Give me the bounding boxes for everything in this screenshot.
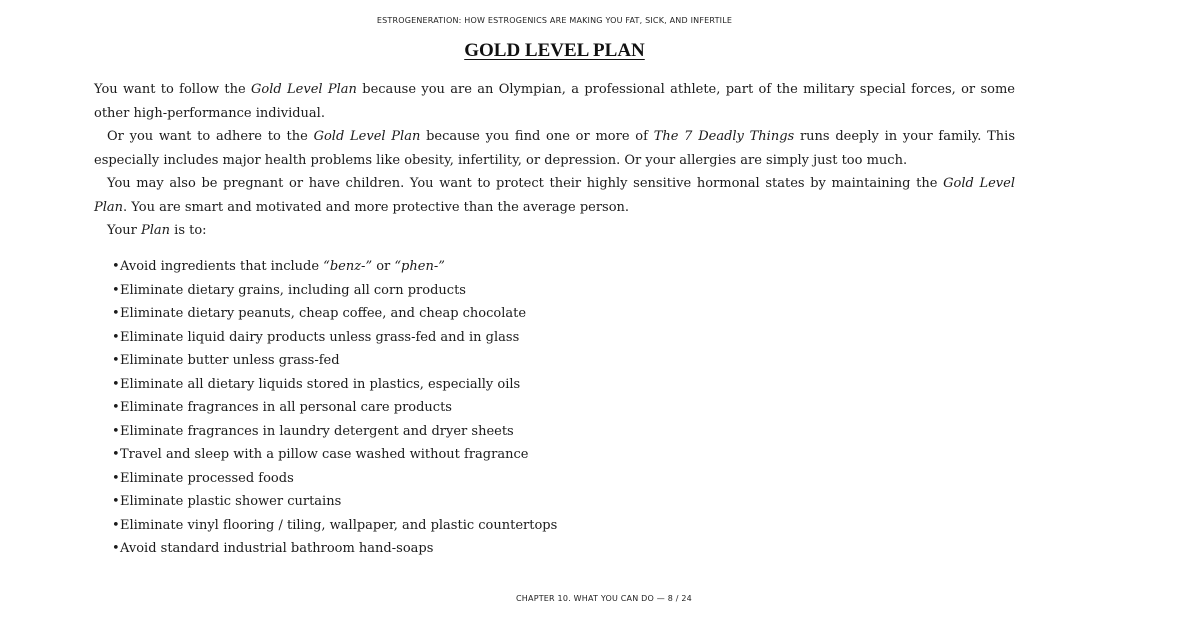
paragraph-2 bbox=[94, 125, 1015, 172]
list-item bbox=[112, 514, 1015, 538]
list-item bbox=[112, 396, 1015, 420]
paragraph-4-emphasis: Plan bbox=[141, 223, 171, 238]
paragraph-1-text-a: You want to follow the bbox=[94, 82, 252, 97]
list-item bbox=[112, 490, 1015, 514]
list-item bbox=[112, 420, 1015, 444]
list-item-text-c: or bbox=[372, 259, 395, 274]
list-item-text: Eliminate fragrances in laundry detergent and dryer sheets bbox=[120, 423, 514, 439]
bullet-icon: • bbox=[112, 447, 120, 462]
list-item-text: Eliminate fragrances in all personal care products bbox=[120, 400, 452, 415]
page-title: GOLD LEVEL PLAN bbox=[464, 40, 645, 61]
bullet-icon: • bbox=[112, 259, 120, 274]
paragraph-3-text-a: You may also be pregnant or have children. You want to protect their highly sensitive hormonal states by maintaining the bbox=[107, 176, 944, 191]
list-item bbox=[112, 279, 1015, 303]
list-item bbox=[112, 443, 1015, 467]
list-item-text: Eliminate dietary peanuts, cheap coffee, and cheap chocolate bbox=[120, 306, 527, 321]
paragraph-3 bbox=[94, 172, 1015, 219]
paragraph-2-emphasis-plan: Gold Level Plan bbox=[313, 129, 421, 144]
bullet-icon: • bbox=[112, 541, 120, 556]
paragraph-4-text-a: Your bbox=[107, 223, 141, 238]
list-item bbox=[112, 326, 1015, 350]
bullet-icon: • bbox=[112, 353, 120, 368]
bullet-icon: • bbox=[112, 400, 120, 415]
list-item-text: Eliminate dietary grains, including all corn products bbox=[120, 282, 466, 298]
list-item-text: Eliminate plastic shower curtains bbox=[120, 494, 342, 509]
list-item-text: Travel and sleep with a pillow case washed without fragrance bbox=[120, 447, 529, 462]
list-item bbox=[112, 255, 1015, 279]
bullet-icon: • bbox=[112, 423, 120, 439]
list-item-text: Avoid standard industrial bathroom hand-soaps bbox=[120, 541, 434, 556]
paragraph-4-text-c: is to: bbox=[170, 223, 207, 238]
bullet-icon: • bbox=[112, 376, 120, 392]
bullet-icon: • bbox=[112, 329, 120, 345]
list-item-text-a: Avoid ingredients that include bbox=[120, 259, 324, 274]
list-item-emphasis-phen: “phen-” bbox=[394, 259, 445, 274]
list-item-text: Eliminate liquid dairy products unless grass-fed and in glass bbox=[120, 329, 520, 345]
body-text bbox=[94, 78, 1015, 561]
paragraph-3-emphasis: Gold Level Plan bbox=[94, 176, 1015, 215]
list-item-emphasis-benz: “benz-” bbox=[323, 259, 373, 274]
bullet-icon: • bbox=[112, 517, 120, 533]
paragraph-2-text-a: Or you want to adhere to the bbox=[107, 129, 314, 144]
list-item bbox=[112, 349, 1015, 373]
paragraph-3-text-c: . You are smart and motivated and more protective than the average person. bbox=[123, 199, 630, 215]
paragraph-2-text-c: because you find one or more of bbox=[420, 129, 654, 144]
list-item-text: Eliminate all dietary liquids stored in plastics, especially oils bbox=[120, 376, 521, 392]
list-item bbox=[112, 302, 1015, 326]
paragraph-2-text-e: runs deeply in your family. This especially includes major health problems like obesity, infertility, or depression. Or your allergies are simply just too much. bbox=[94, 129, 1016, 168]
list-item-text: Eliminate butter unless grass-fed bbox=[120, 353, 340, 368]
bullet-icon: • bbox=[112, 306, 120, 321]
bullet-icon: • bbox=[112, 470, 120, 486]
list-item bbox=[112, 467, 1015, 491]
list-item bbox=[112, 537, 1015, 561]
paragraph-4 bbox=[94, 219, 1015, 243]
paragraph-1-text-c: because you are an Olympian, a professional athlete, part of the military special forces, or some other high-performance individual. bbox=[94, 82, 1015, 121]
list-item bbox=[112, 373, 1015, 397]
list-item-text: Eliminate processed foods bbox=[120, 470, 294, 486]
running-head: ESTROGENERATION: HOW ESTROGENICS ARE MAKING YOU FAT, SICK, AND INFERTILE bbox=[376, 16, 733, 25]
paragraph-1-emphasis: Gold Level Plan bbox=[251, 82, 357, 97]
bullet-icon: • bbox=[112, 282, 120, 298]
bullet-icon: • bbox=[112, 494, 120, 509]
paragraph-1 bbox=[94, 78, 1015, 125]
plan-list bbox=[94, 255, 1015, 561]
paragraph-2-emphasis-things: The 7 Deadly Things bbox=[653, 129, 795, 144]
list-item-text: Eliminate vinyl flooring / tiling, wallpaper, and plastic countertops bbox=[120, 517, 558, 533]
running-foot: CHAPTER 10. WHAT YOU CAN DO — 8 / 24 bbox=[516, 594, 692, 603]
